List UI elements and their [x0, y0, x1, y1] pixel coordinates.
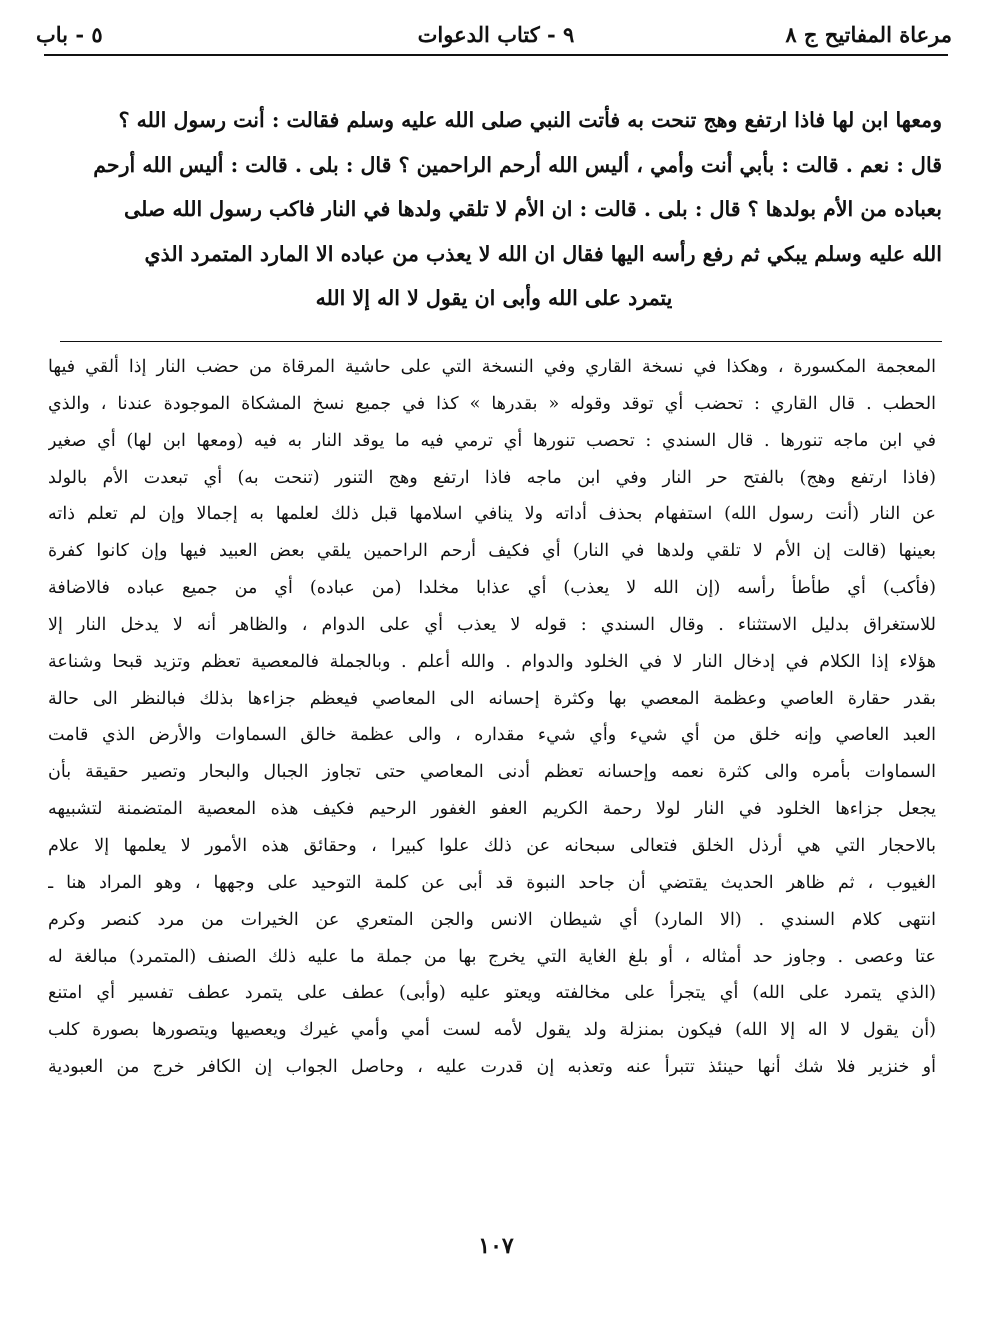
commentary-line: (أن يقول لا اله إلا الله) فيكون بمنزلة ولد يقول لأمه لست أمي وأمي غيرك ويعصيها ويتصورها بصورة كلب [48, 1020, 936, 1041]
commentary-line: في ابن ماجه تنورها . قال السندي : تحصب تنورها أي ترمي فيه ما يوقد النار به فيه (ومعها ابن لها) أي صغير [48, 430, 936, 451]
commentary-line: عتا وعصى . وجاوز حد أمثاله ، أو بلغ الغاية التي يخرج بها من جملة ما عليه ذلك الصنف (المتمرد) مبالغة له [48, 946, 936, 967]
page-number: ١٠٧ [478, 1233, 514, 1259]
commentary-line: أو خنزير فلا شك أنها حينئذ تتبرأ عنه وتعذبه إن قدرت عليه ، وحاصل الجواب إن الكافر خرج من العبودية [48, 1057, 936, 1078]
hadith-text [46, 98, 942, 321]
commentary-line: (الذي يتمرد على الله) أي يتجرأ على مخالفته ويعتو عليه (وأبى) عطف على يتمرد عطف تفسير أي امتنع [48, 983, 936, 1004]
commentary-divider [60, 341, 942, 342]
commentary-line: يجعل جزاءها الخلود في النار لولا رحمة الكريم العفو الغفور الرحيم فكيف هذه المعصية المتضمنة لتشبيهه [48, 799, 936, 820]
hadith-line: بعباده من الأم بولدها ؟ قال : بلى . قالت : ان الأم لا تلقي ولدها في النار فاكب رسول الله صلى [124, 197, 942, 221]
commentary-line: هؤلاء إذا الكلام في إدخال النار لا في الخلود والدوام . والله أعلم . وبالجملة فالمعصية تعظم وتزيد قبحا وشناعة [48, 651, 936, 672]
commentary-line: الحطب . قال القاري : تحضب أي توقد وقوله « بقدرها » كذا في جميع نسخ المشكاة الموجودة عندنا ، والذي [48, 393, 936, 414]
commentary-line: الغيوب ، ثم ظاهر الحديث يقتضي أن جاحد النبوة قد أبى عن كلمة التوحيد على وجهها ، وهو المراد هنا ـ [48, 872, 936, 893]
commentary-line: السماوات بأمره والى كثرة نعمه وإحسانه تعظم أدنى المعاصي حتى تجاوز الجبال والبحار وتصير حقيقة بأن [48, 762, 936, 783]
header-chapter: ٩ - كتاب الدعوات [417, 22, 575, 47]
commentary-line: المعجمة المكسورة ، وهكذا في نسخة القاري وفي النسخة التي على حاشية المرقاة من حضب النار إذا ألقي فيها [48, 357, 936, 377]
commentary-line: للاستغراق بدليل الاستثناء . وقال السندي : قوله لا يعذب أي على الدوام ، والظاهر أنه لا يدخل النار إلا [48, 614, 936, 635]
hadith-line: قال : نعم . قالت : بأبي أنت وأمي ، أليس الله أرحم الراحمين ؟ قال : بلى . قالت : أليس الله أرحم [93, 152, 942, 177]
header-rule [44, 54, 948, 56]
commentary-line: بعينها (قالت إن الأم لا تلقي ولدها في النار) أي فكيف أرحم الراحمين يلقي بعض العبيد فيها وإن كانوا كفرة [48, 541, 936, 562]
hadith-line: يتمرد على الله وأبى ان يقول لا اله إلا الله [315, 286, 673, 310]
header-book-volume: مرعاة المفاتيح ج ٨ [785, 22, 952, 47]
commentary-text [48, 349, 936, 1086]
commentary-line: انتهى كلام السندي . (الا المارد) أي شيطان الانس والجن المتعري عن الخيرات من مرد كنصر وكرم [48, 909, 936, 930]
commentary-line: بالاحجار التي هي أرذل الخلق فتعالى سبحانه عن ذلك علوا كبيرا ، وحقائق هذه الأمور لا يعلمها إلا علام [48, 835, 936, 856]
commentary-line: (فأكب) أي طأطأ رأسه (إن الله لا يعذب) أي عذابا مخلدا (من عباده) أي من جميع عباده فالاضافة [48, 578, 936, 599]
commentary-line: العبد العاصي وإنه خلق من أي شيء وأي شيء مقداره ، والى عظمة خالق السماوات والأرض الذي قامت [48, 725, 936, 746]
hadith-line: ومعها ابن لها فاذا ارتفع وهج تنحت به فأتت النبي صلى الله عليه وسلم فقالت : أنت رسول الله ؟ [118, 108, 942, 132]
commentary-line: (فاذا ارتفع وهج) بالفتح حر النار وفي ابن ماجه فاذا ارتفع وهج التنور (تنحت به) أي تبعدت الأم بالولد [48, 467, 936, 488]
commentary-line: عن النار (أنت رسول الله) استفهام بحذف أداته ولا ينافي اسلامها قبل ذلك لعلمها به إجمالا وإن لم تعلم ذاته [48, 504, 936, 525]
running-header [30, 16, 962, 56]
header-section: ٥ - باب [36, 22, 103, 47]
commentary-line: بقدر حقارة العاصي وعظمة المعصي بها وكثرة إحسانه الى المعاصي فيعظم جزاءها بذلك فبالنظر الى حالة [48, 688, 936, 709]
hadith-line: الله عليه وسلم يبكي ثم رفع رأسه اليها فقال ان الله لا يعذب من عباده الا المارد المتمرد الذي [144, 241, 942, 266]
